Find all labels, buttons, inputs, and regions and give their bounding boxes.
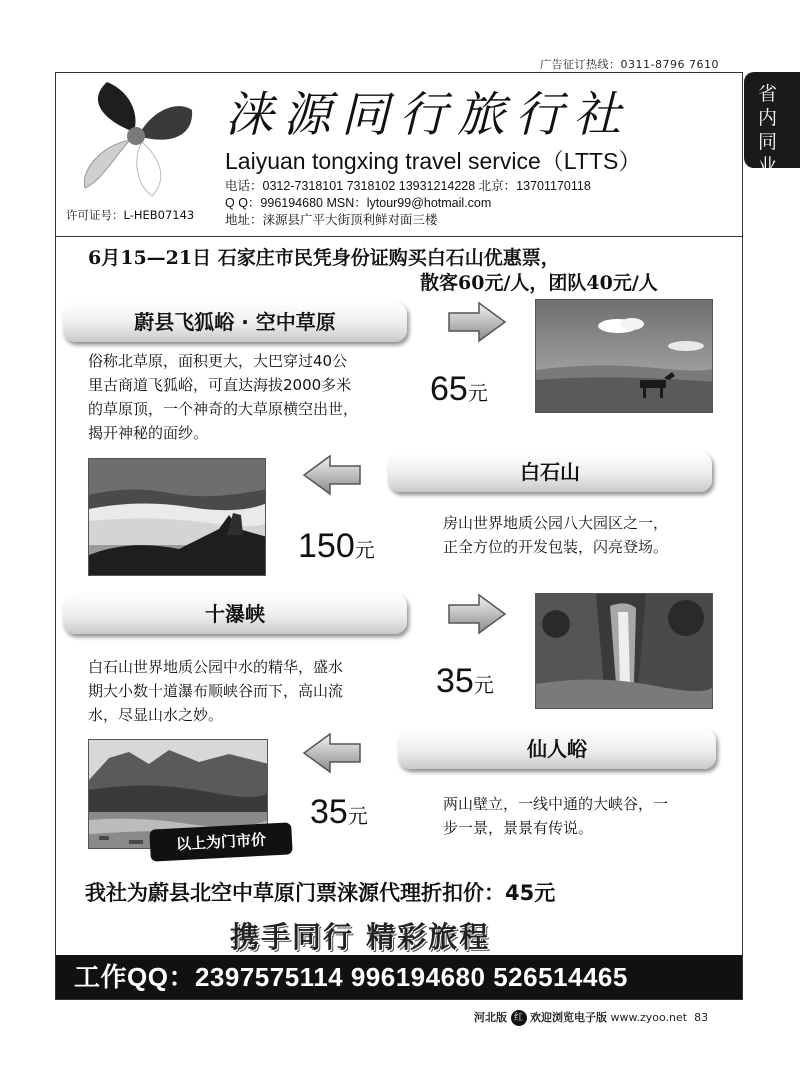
photo-shipuxia bbox=[535, 593, 713, 709]
banner-feihuyu: 蔚县飞狐峪 · 空中草原 bbox=[63, 302, 407, 342]
arrow-left-icon bbox=[302, 732, 362, 774]
hotline: 广告征订热线：0311-8796 7610 bbox=[540, 58, 719, 71]
price-baishishan: 150元 bbox=[298, 527, 375, 565]
pinwheel-logo-icon bbox=[82, 80, 202, 198]
desc-baishishan: 房山世界地质公园八大园区之一， 正全方位的开发包装，闪亮登场。 bbox=[443, 514, 669, 556]
footer-edition: 河北版 bbox=[474, 1011, 507, 1024]
phone-line: 电话：0312-7318101 7318102 13931214228 北京：13701170118 bbox=[225, 179, 591, 193]
work-qq-bar: 工作QQ：2397575114 996194680 526514465 bbox=[56, 955, 742, 999]
desc-xianrenyu: 两山壁立，一线中通的大峡谷，一 步一景，景景有传说。 bbox=[443, 795, 669, 837]
photo-grassland bbox=[535, 299, 713, 413]
arrow-right-icon bbox=[447, 301, 507, 343]
banner-xianrenyu: 仙人峪 bbox=[398, 729, 716, 769]
address-line: 地址：涞源县广平大街顶利鲜对面三楼 bbox=[225, 213, 438, 227]
header-divider bbox=[55, 236, 743, 237]
promo-line-2: 散客60元/人，团队40元/人 bbox=[420, 272, 658, 294]
license-number: 许可证号：L-HEB07143 bbox=[66, 208, 195, 222]
brand-name-en: Laiyuan tongxing travel service（LTTS） bbox=[225, 148, 642, 174]
price-note-tag: 以上为门市价 bbox=[149, 822, 292, 861]
page-footer bbox=[474, 1009, 708, 1026]
agent-discount-line: 我社为蔚县北空中草原门票涞源代理折扣价：45元 bbox=[85, 881, 556, 905]
footer-url[interactable]: www.zyoo.net bbox=[610, 1011, 688, 1024]
banner-shipuxia: 十瀑峡 bbox=[63, 594, 407, 634]
side-tab-label: 省内同业 bbox=[758, 83, 778, 177]
photo-baishishan bbox=[88, 458, 266, 576]
promo-line-1: 6月15—21日 石家庄市民凭身份证购买白石山优惠票， bbox=[88, 247, 560, 269]
footer-page-number: 83 bbox=[694, 1011, 709, 1024]
footer-badge: 红 bbox=[511, 1010, 527, 1026]
slogan: 携手同行 精彩旅程 bbox=[230, 920, 491, 954]
price-xianrenyu: 35元 bbox=[310, 793, 368, 831]
side-tab bbox=[744, 72, 800, 177]
contact-block bbox=[225, 178, 591, 229]
arrow-left-icon bbox=[302, 454, 362, 496]
qq-msn-line: Q Q：996194680 MSN：lytour99@hotmail.com bbox=[225, 196, 492, 210]
desc-feihuyu: 俗称北草原，面积更大，大巴穿过40公 里古商道飞狐峪，可直达海拔2000多米 的草原顶，一个神奇的大草原横空出世， 揭开神秘的面纱。 bbox=[88, 352, 359, 442]
arrow-right-icon bbox=[447, 593, 507, 635]
price-feihuyu: 65元 bbox=[430, 370, 488, 408]
desc-shipuxia: 白石山世界地质公园中水的精华，盛水 期大小数十道瀑布顺峡谷而下，高山流 水，尽显山水之妙。 bbox=[88, 658, 344, 724]
brand-name-cn: 涞源同行旅行社 bbox=[225, 87, 632, 143]
price-shipuxia: 35元 bbox=[436, 662, 494, 700]
banner-baishishan: 白石山 bbox=[388, 452, 712, 492]
footer-welcome: 欢迎浏览电子版 bbox=[530, 1011, 607, 1024]
